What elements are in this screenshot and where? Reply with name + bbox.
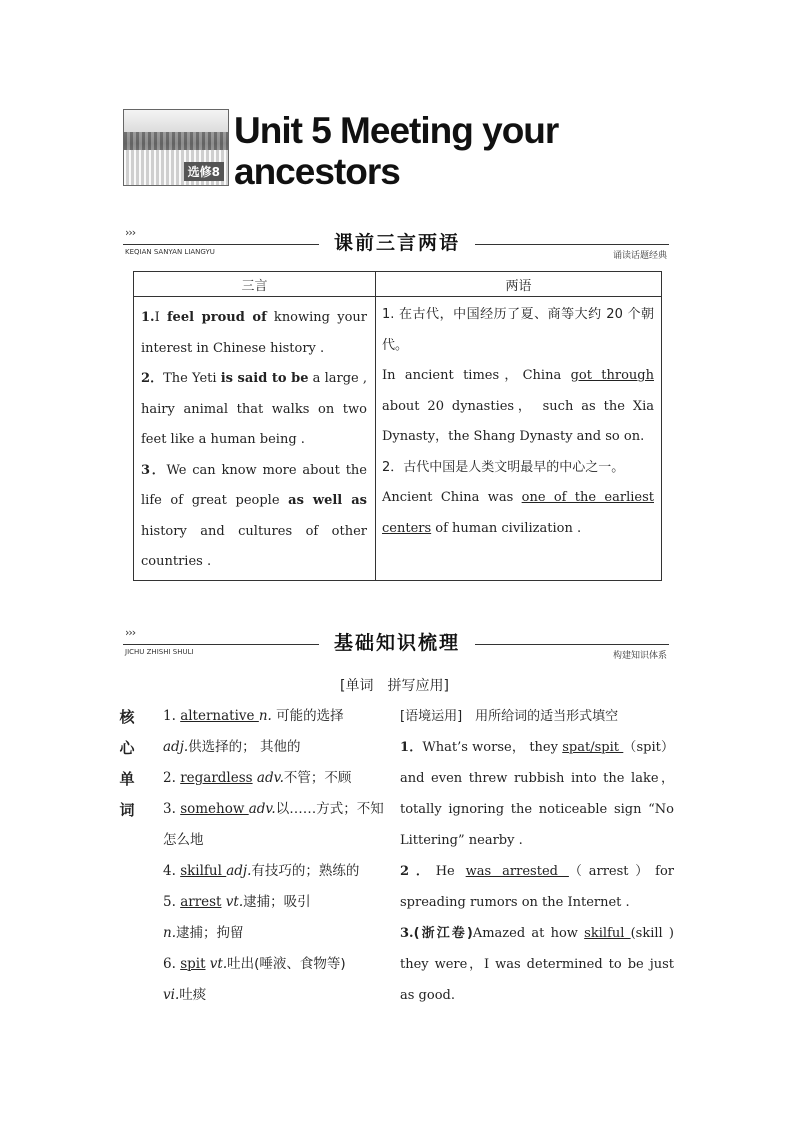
unit-title: Unit 5 Meeting your ancestors xyxy=(234,110,559,192)
quote-table xyxy=(133,271,662,581)
english-sentence: In ancient times，China got through about 20 dynasties， such as the Xia Dynasty，the Shang Dynasty and so on. xyxy=(382,368,654,444)
exercise-item: 1．What’s worse， they spat/spit （spit）and even threw rubbish into the lake，totally ignoring the noticeable sign “No Littering” nearby . xyxy=(400,740,674,848)
elective-badge: 选修8 xyxy=(184,162,224,181)
divider xyxy=(123,644,319,645)
english-sentence: Ancient China was one of the earliest centers of human civilization . xyxy=(382,490,654,536)
unit-cover-image xyxy=(123,109,229,186)
chinese-sentence: 1. 在古代，中国经历了夏、商等大约 20 个朝代。 xyxy=(382,307,654,353)
vocab-item: n.逮捕；拘留 xyxy=(163,925,244,941)
sentence-item: 2．The Yeti is said to be a large , hairy animal that walks on two feet like a human being . xyxy=(141,371,368,447)
section-subtitle: 诵读话题经典 xyxy=(612,251,667,261)
core-words-label: 核 心 单 词 xyxy=(119,708,135,819)
words-heading: [单词 拼写应用] xyxy=(340,678,449,694)
answer-blank: got through xyxy=(570,368,654,383)
section-title: 课前三言两语 xyxy=(333,232,460,254)
answer-blank: spat/spit xyxy=(562,740,624,755)
table-divider xyxy=(134,296,661,297)
vocab-item: 1. alternative n. 可能的选择 xyxy=(163,708,344,724)
answer-blank: was arrested xyxy=(465,864,569,879)
vocab-item: vi.吐痰 xyxy=(163,987,207,1003)
vocab-item: 2. regardless adv.不管；不顾 xyxy=(163,770,352,786)
divider xyxy=(123,244,319,245)
answer-blank: one of the earliest centers xyxy=(382,490,654,536)
section-pinyin: KEQIAN SANYAN LIANGYU xyxy=(125,248,215,256)
table-header-sanyan: 三言 xyxy=(241,279,268,294)
triple-chevron-icon: ››› xyxy=(125,626,136,639)
vocab-item: 6. spit vt.吐出(唾液、食物等) xyxy=(163,956,346,972)
table-divider xyxy=(375,272,376,580)
liangyu-cell xyxy=(382,300,654,544)
answer-blank: skilful xyxy=(584,926,631,941)
exercise-item: 2．He was arrested （arrest）for spreading rumors on the Internet . xyxy=(400,864,674,910)
section-subtitle: 构建知识体系 xyxy=(612,651,667,661)
section-header-preview xyxy=(123,224,669,260)
chinese-sentence: 2．古代中国是人类文明最早的中心之一。 xyxy=(382,459,625,475)
vocab-item: adj.供选择的； 其他的 xyxy=(163,739,301,755)
vocab-item: 5. arrest vt.逮捕；吸引 xyxy=(163,894,311,910)
divider xyxy=(475,244,669,245)
exercise-item: 3.(浙江卷)Amazed at how skilful (skill ) they were，I was determined to be just as good. xyxy=(400,926,674,1003)
section-header-basics xyxy=(123,624,669,660)
divider xyxy=(475,644,669,645)
vocab-item: 3. somehow adv.以……方式；不知怎么地 xyxy=(163,801,384,848)
exercise-block xyxy=(400,701,674,1011)
sentence-item: 3．We can know more about the life of great people as well as history and cultures of other countries . xyxy=(141,462,367,569)
section-title: 基础知识梳理 xyxy=(333,632,460,654)
sentence-item: 1.I feel proud of knowing your interest in Chinese history . xyxy=(141,310,367,356)
forest-graphic xyxy=(124,132,228,150)
vocab-item: 4. skilful adj.有技巧的；熟练的 xyxy=(163,863,360,879)
sanyan-cell xyxy=(141,303,367,578)
triple-chevron-icon: ››› xyxy=(125,226,136,239)
table-header-liangyu: 两语 xyxy=(505,279,532,294)
exercise-title: [语境运用] 用所给词的适当形式填空 xyxy=(400,709,619,724)
vocab-list xyxy=(163,701,385,1011)
section-pinyin: JICHU ZHISHI SHULI xyxy=(125,648,194,656)
